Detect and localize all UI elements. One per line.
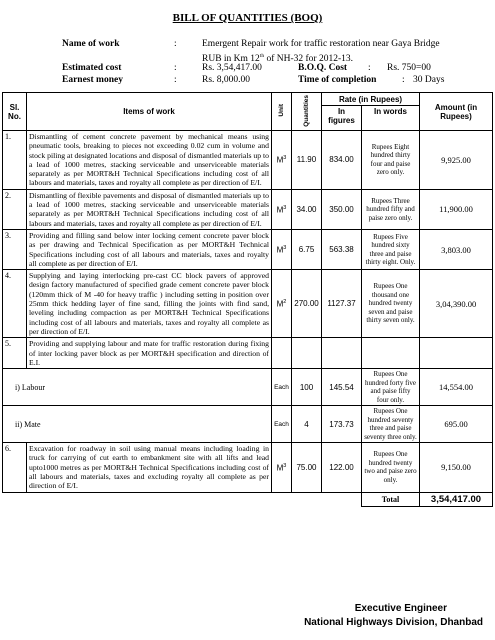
header-amount: Amount (in Rupees) [420,93,493,131]
row-qty [292,338,322,369]
table-row [3,338,493,369]
row-sl: 3. [3,229,27,269]
row-rate [322,338,362,369]
row-unit [272,443,292,492]
row-qty: 270.00 [292,270,322,338]
table-row-sub [3,406,493,443]
row-desc: Excavation for roadway in soil using manual means including loading in truck for carrying of cut earth to embankment site with all lifts and lead upto1000 metres as per MORT&H Technical Specifications including cost of all labours and materials, taxes and excluding royalty all complete as per direction of E/I. [27,443,272,492]
row-rate: 145.54 [322,369,362,406]
row-qty: 100 [292,369,322,406]
row-desc: Dismantling of flexible pavements and disposal of dismantled materials up to a lead of 1000 metres, stacking serviceable and unserviceable materials separately as per MORT&H Technical Specifications including cost of all labours and materials, taxes and royalty all complete as per direction of E/I. [27,189,272,229]
row-unit-text: M [276,463,284,473]
row-sl: 2. [3,189,27,229]
work-value-line2-a: RUB in Km 12 [202,54,260,65]
total-spacer [3,492,362,506]
table-row [3,229,493,269]
row-words [362,338,420,369]
row-rate: 1127.37 [322,270,362,338]
row-words: Rupees One hundred twenty two and paise zero only. [362,443,420,492]
row-amount: 9,925.00 [420,131,493,190]
row-words: Rupees Eight hundred thirty four and paise zero only. [362,131,420,190]
row-label: ii) Mate [3,406,272,443]
row-unit-sup: 2 [283,298,287,305]
cost-label: Estimated cost [62,63,122,73]
row-rate: 350.00 [322,189,362,229]
row-desc: Supplying and laying interlocking pre-cast CC block pavers of approved design factory manufactured of specified grade cement concrete paver block (120mm thick of M -40 for heavy traffic ) including setting in position over 25mm thick hedding layer of fine sand, filling the joints with find sand, leveling including compaction as per MORT&H Technical Specifications including cost of all labours and materials, taxes and royalty all complete as per direction of E/I. [27,270,272,338]
boq-label: B.O.Q. Cost [298,63,348,73]
row-unit [272,189,292,229]
header-items: Items of work [27,93,272,131]
header-rate: Rate (in Rupees) [322,93,420,106]
row-amount: 9,150.00 [420,443,493,492]
row-qty: 34.00 [292,189,322,229]
total-row [3,492,493,506]
row-amount: 14,554.00 [420,369,493,406]
row-words: Rupees Three hundred fifty and paise zero only. [362,189,420,229]
row-amount: 695.00 [420,406,493,443]
cost-colon: : [174,63,177,73]
row-desc: Providing and filling sand below inter locking cement concrete paver block as per drawing and Technical Specification as per MORT&H Technical Specifications including cost of all labours and materials, taxes and royalty all complete as per direction of E/I. [27,229,272,269]
row-sl: 4. [3,270,27,338]
row-unit-text: M [276,155,284,165]
row-rate: 173.73 [322,406,362,443]
boq-colon: : [368,63,371,73]
row-qty: 11.90 [292,131,322,190]
row-unit [272,131,292,190]
row-amount: 11,900.00 [420,189,493,229]
table-row [3,443,493,492]
row-rate: 563.38 [322,229,362,269]
header-unit-cell [272,93,292,131]
boq-value: Rs. 750=00 [387,63,431,73]
header-unit: Unit [278,104,285,117]
total-value: 3,54,417.00 [420,492,493,506]
row-amount [420,338,493,369]
row-qty: 6.75 [292,229,322,269]
header-in-words: In words [362,106,420,131]
row-label: i) Labour [3,369,272,406]
header-in-figures: In figures [322,106,362,131]
row-qty: 4 [292,406,322,443]
work-colon: : [174,39,177,49]
row-words: Rupees Five hundred sixty three and paise thirty eight. Only. [362,229,420,269]
table-row [3,189,493,229]
completion-colon: : [402,75,405,85]
boq-table [2,92,493,507]
table-row-sub [3,369,493,406]
row-qty: 75.00 [292,443,322,492]
row-unit [272,338,292,369]
earnest-colon: : [174,75,177,85]
row-sl: 6. [3,443,27,492]
row-unit: Each [272,369,292,406]
row-sl: 5. [3,338,27,369]
table-row [3,131,493,190]
work-value-line1: Emergent Repair work for traffic restoration near Gaya Bridge [202,39,440,49]
header-quantities: Quantities [303,94,310,127]
row-unit-text: M [276,205,284,215]
header-sl: Sl. No. [3,93,27,131]
row-words: Rupees One thousand one hundred twenty seven and paise thirty seven only. [362,270,420,338]
header-quantities-cell [292,93,322,131]
row-unit-text: M [276,299,284,309]
completion-label: Time of completion [298,75,377,85]
row-rate: 122.00 [322,443,362,492]
row-unit-sup: 3 [283,244,287,251]
row-amount: 3,803.00 [420,229,493,269]
row-unit [272,229,292,269]
earnest-value: Rs. 8,000.00 [202,75,251,85]
row-unit [272,270,292,338]
row-unit: Each [272,406,292,443]
row-amount: 3,04,390.00 [420,270,493,338]
work-value-line2-sup: th [259,53,265,59]
table-row [3,270,493,338]
row-unit-sup: 3 [283,204,287,211]
signature-title: Executive Engineer [354,603,447,614]
work-label: Name of work [62,39,120,49]
row-words: Rupees One hundred seventy three and paise seventy three only. [362,406,420,443]
earnest-label: Earnest money [62,75,123,85]
work-value-line2-b: of NH-32 for 2012-13. [264,54,354,65]
row-sl: 1. [3,131,27,190]
total-label: Total [362,492,420,506]
row-unit-text: M [276,245,284,255]
row-words: Rupees One hundred forty five and paise fifty four only. [362,369,420,406]
row-desc: Providing and supplying labour and mate for traffic restoration during fixing of inter locking paver block as per MORT&H specification and direction of E.I. [27,338,272,369]
row-rate: 834.00 [322,131,362,190]
row-unit-sup: 3 [283,462,287,469]
document-title: BILL OF QUANTITIES (BOQ) [172,12,323,24]
completion-value: 30 Days [413,75,445,85]
row-desc: Dismantling of cement concrete pavement by mechanical means using pneumatic tools, breaking to pieces not exceeding 0.02 cum in volume and stock piling at designated locations and disposal of dismantled materials up to a lead of 1000 metres, stacking serviceable and unserviceable materials separately as per MORT&H Technical Specifications including cost of all labours and materials, taxes and royalty all complete as per direction of E/I. [27,131,272,190]
signature-office: National Highways Division, Dhanbad [304,617,483,628]
row-unit-sup: 3 [283,155,287,162]
cost-value: Rs. 3,54,417.00 [202,63,262,73]
